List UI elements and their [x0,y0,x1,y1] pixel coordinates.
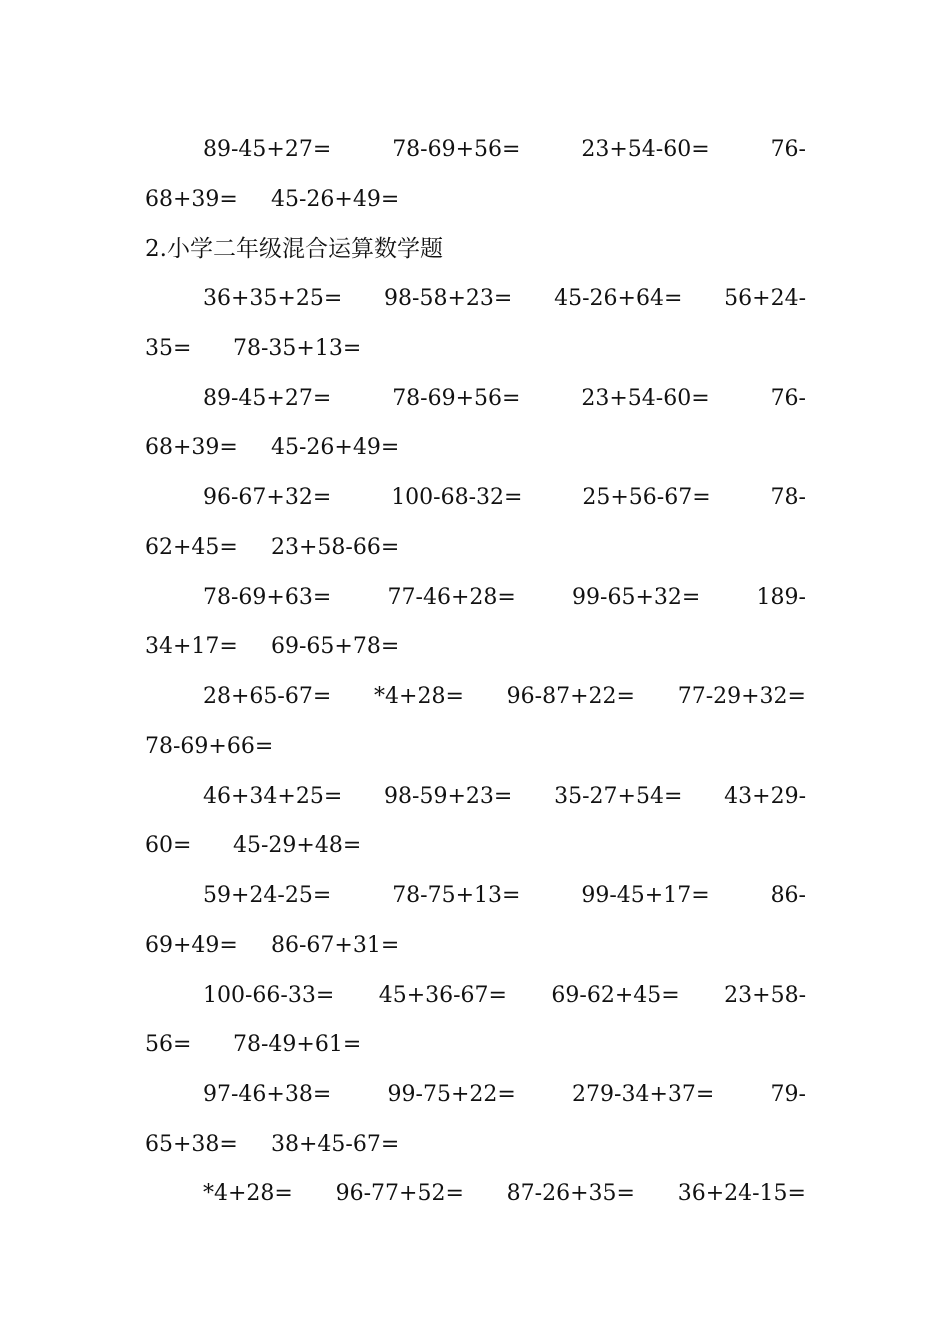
problem-line [145,780,806,814]
problem-line [145,979,806,1013]
problem-line-continued [145,1028,806,1062]
problem: 78-35+13= [233,336,362,361]
problem: 38+45-67= [271,1132,400,1157]
problem: 78-49+61= [233,1032,362,1057]
problem: *4+28= [374,684,464,709]
problem: 36+35+25= [203,286,343,311]
problem: 78-69+56= [392,137,521,162]
problem: 59+24-25= [203,883,332,908]
problem-line-continued [145,730,806,764]
problem-line-continued [145,630,806,664]
problem-line-continued [145,183,806,217]
problem-line-continued [145,829,806,863]
problem: 23+58-66= [271,535,400,560]
problem: 78-69+63= [203,585,332,610]
problem: 60= [145,833,192,858]
problem: 45-26+64= [554,286,683,311]
problem: 99-45+17= [581,883,710,908]
problem: 76- [770,386,806,411]
problem: 35-27+54= [554,784,683,809]
problem: 62+45= [145,535,238,560]
problem: 78-69+66= [145,734,274,759]
problem-line-continued [145,1128,806,1162]
problem: 69-62+45= [551,983,680,1008]
problem-line [145,1078,806,1112]
problem-line-continued [145,431,806,465]
problem: 28+65-67= [203,684,332,709]
problem-line-continued [145,332,806,366]
problem: 98-58+23= [384,286,513,311]
problem: *4+28= [203,1181,293,1206]
problem: 78- [770,485,806,510]
problem: 45+36-67= [378,983,507,1008]
problem: 96-67+32= [203,485,332,510]
problem-line [145,680,806,714]
problem: 96-77+52= [335,1181,464,1206]
problem: 87-26+35= [506,1181,635,1206]
problem: 43+29- [724,784,806,809]
problem: 35= [145,336,192,361]
problem-line-continued [145,929,806,963]
problem: 89-45+27= [203,386,332,411]
problem: 99-65+32= [572,585,701,610]
problem: 69+49= [145,933,238,958]
problem: 45-26+49= [271,435,400,460]
problem: 45-29+48= [233,833,362,858]
problem: 100-66-33= [203,983,335,1008]
problem: 45-26+49= [271,187,400,212]
problem: 189- [756,585,806,610]
problem-line [145,282,806,316]
problem: 76- [770,137,806,162]
problem: 69-65+78= [271,634,400,659]
problem: 25+56-67= [582,485,711,510]
section-heading: 2.小学二年级混合运算数学题 [145,236,443,262]
problem: 279-34+37= [572,1082,715,1107]
problem: 56= [145,1032,192,1057]
problem: 23+58- [724,983,806,1008]
problem: 23+54-60= [581,386,710,411]
problem: 78-75+13= [392,883,521,908]
problem-line [145,879,806,913]
problem: 99-75+22= [387,1082,516,1107]
problem: 65+38= [145,1132,238,1157]
problem: 89-45+27= [203,137,332,162]
problem: 68+39= [145,435,238,460]
problem-line [145,382,806,416]
problem: 86- [770,883,806,908]
problem: 56+24- [724,286,806,311]
problem-line [145,133,806,167]
problem: 78-69+56= [392,386,521,411]
problem: 77-29+32= [677,684,806,709]
problem: 86-67+31= [271,933,400,958]
problem-line-continued [145,531,806,565]
problem-line [145,581,806,615]
problem: 68+39= [145,187,238,212]
problem: 34+17= [145,634,238,659]
problem: 46+34+25= [203,784,343,809]
problem: 79- [770,1082,806,1107]
problem-line [145,1177,806,1211]
problem: 96-87+22= [506,684,635,709]
problem: 98-59+23= [384,784,513,809]
problem: 23+54-60= [581,137,710,162]
problem: 36+24-15= [677,1181,806,1206]
problem: 97-46+38= [203,1082,332,1107]
problem: 77-46+28= [387,585,516,610]
problem-line [145,481,806,515]
problem: 100-68-32= [391,485,523,510]
